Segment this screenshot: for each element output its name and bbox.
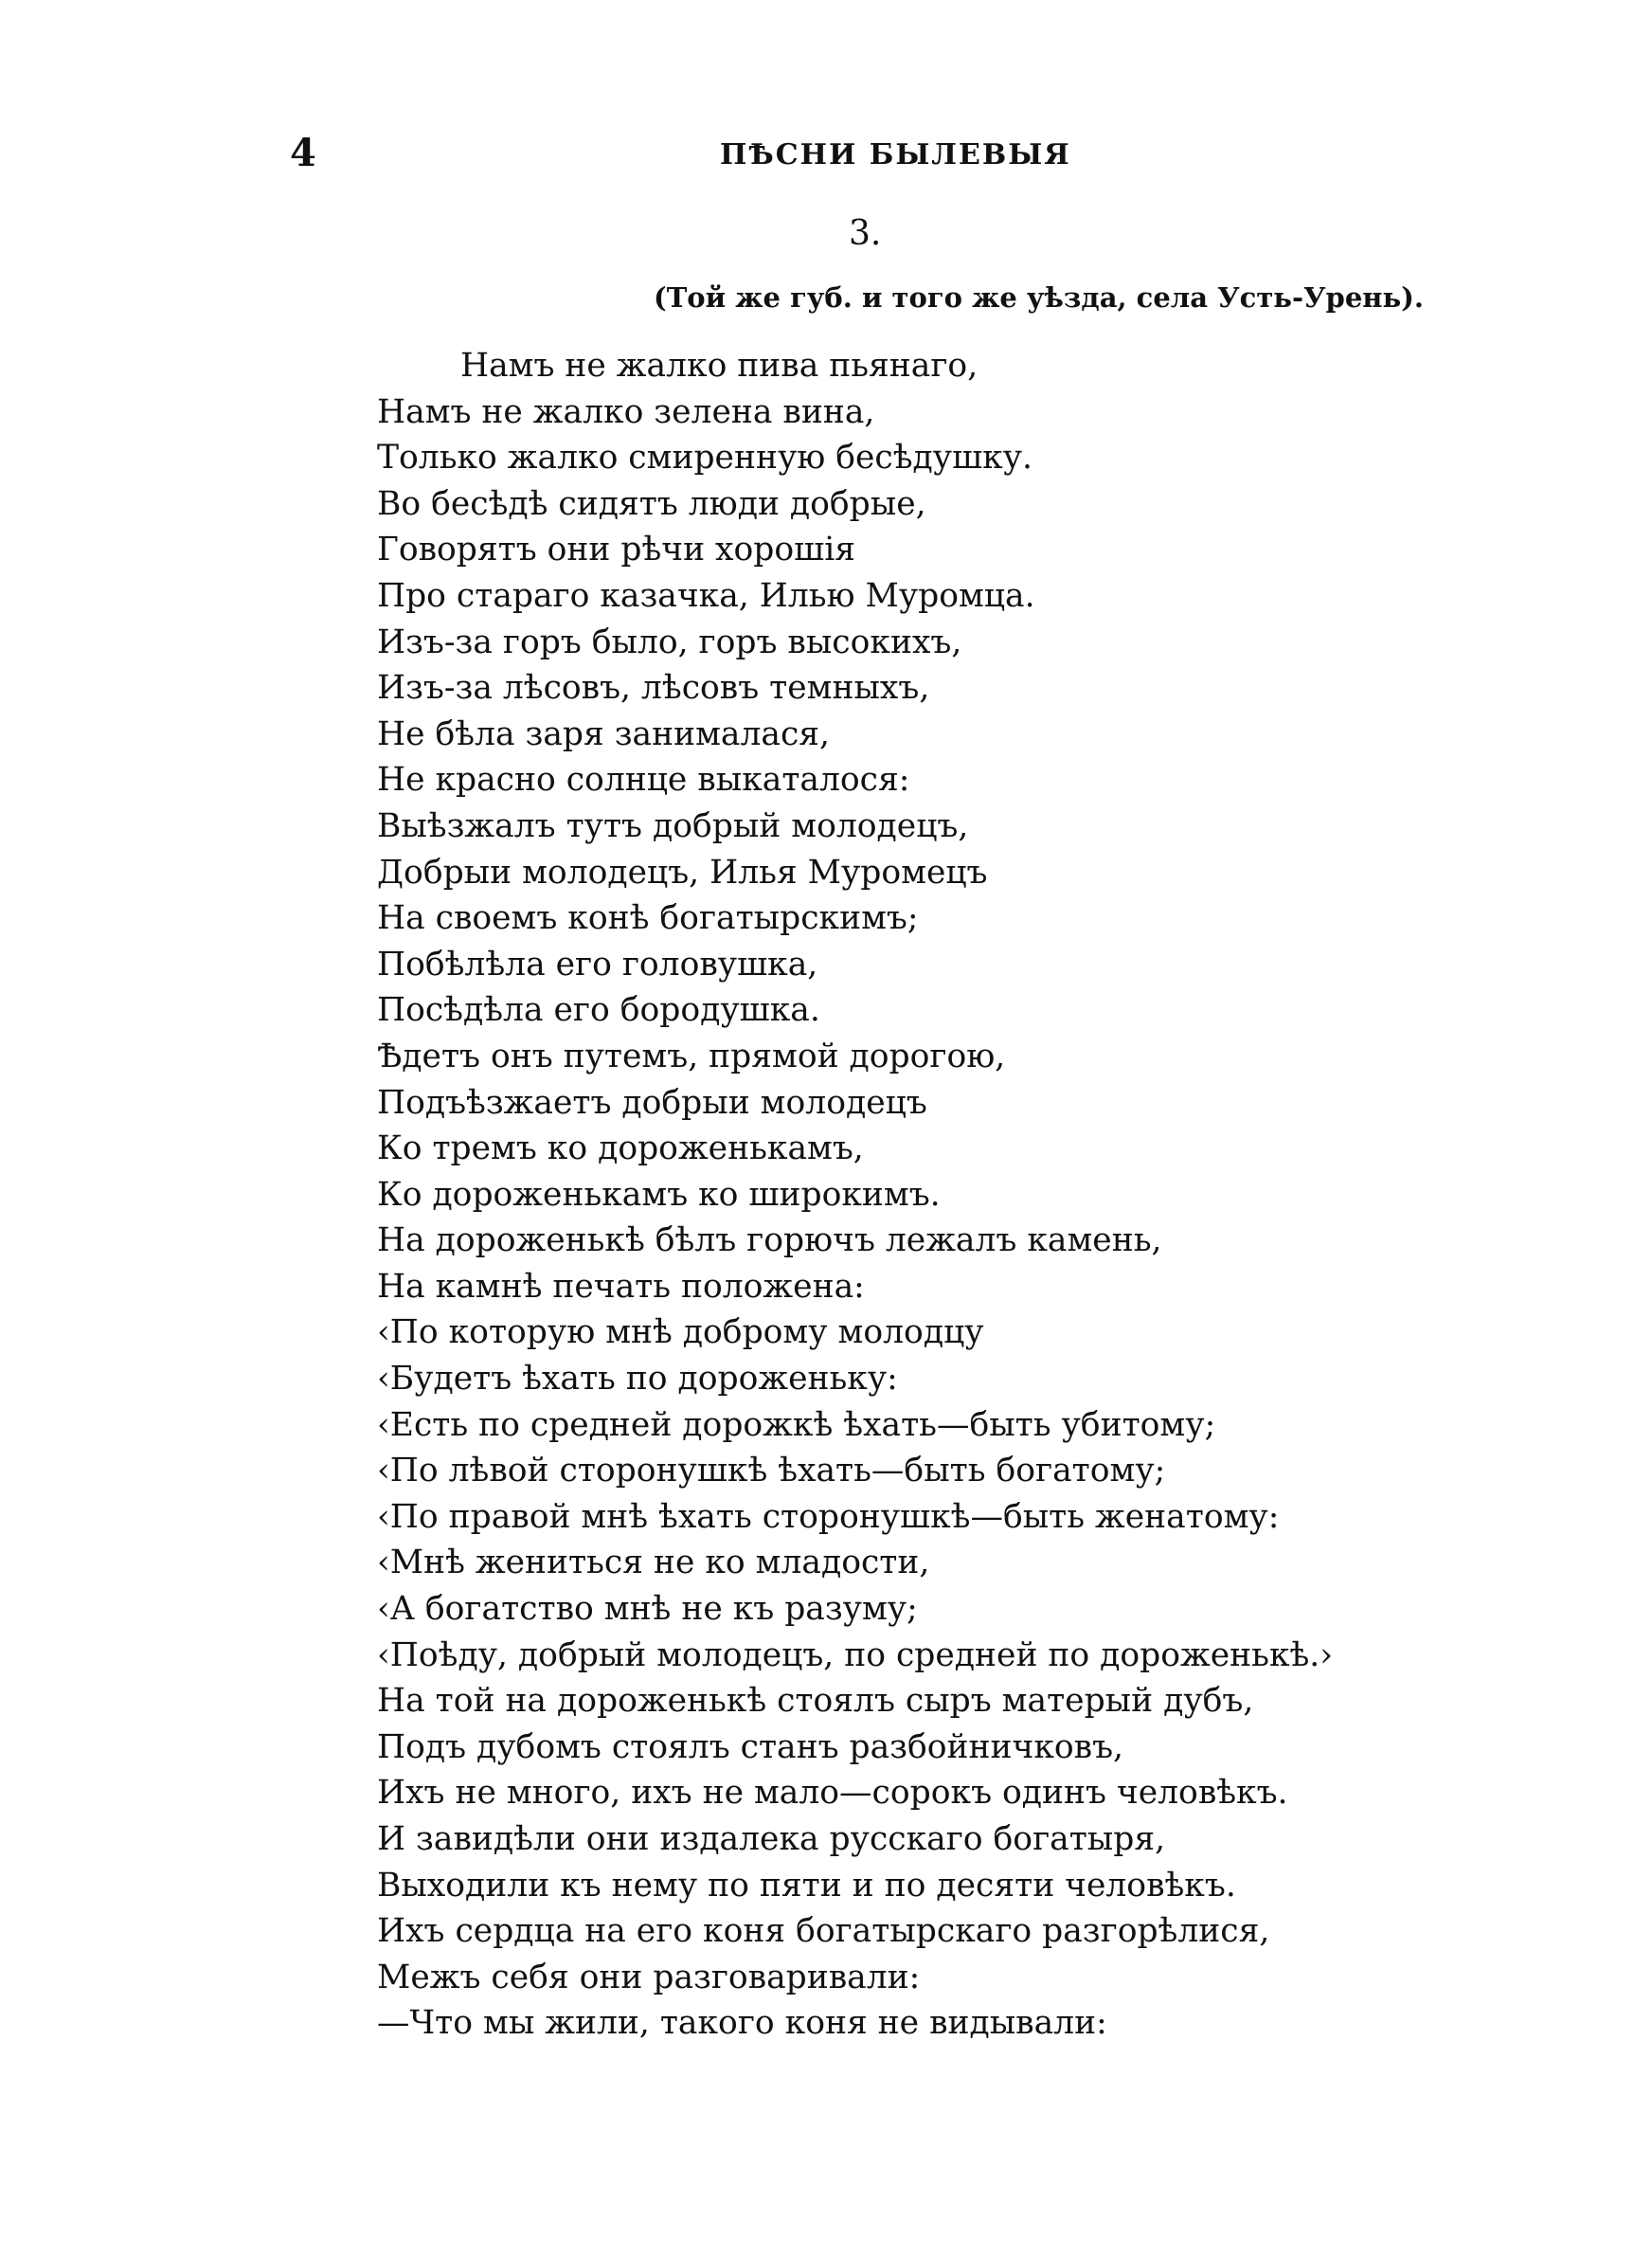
poem-text [377,343,1571,2047]
poem-line: Выходили къ нему по пяти и по десяти человѣкъ. [377,1866,1236,1905]
poem-line: Посѣдѣла его бородушка. [377,991,820,1030]
poem-line: ‹Будетъ ѣхать по дороженьку: [377,1360,898,1399]
poem-line: На дороженькѣ бѣлъ горючъ лежалъ камень, [377,1221,1162,1260]
poem-line: Побѣлѣла его головушка, [377,945,818,984]
poem-line: Выѣзжалъ тутъ добрый молодецъ, [377,806,969,845]
poem-line: Изъ-за горъ было, горъ высокихъ, [377,623,962,661]
poem-line: Подъ дубомъ стоялъ станъ разбойничковъ, [377,1727,1123,1766]
poem-line: Только жалко смиренную бесѣдушку. [377,439,1033,478]
poem-line: Говорятъ они рѣчи хорошія [377,531,856,569]
poem-line: Межъ себя они разговаривали: [377,1958,921,1996]
poem-line: На камнѣ печать положена: [377,1267,865,1306]
poem-line: Намъ не жалко зелена вина, [377,392,875,431]
poem-line: ‹Поѣду, добрый молодецъ, по средней по дороженькѣ.› [377,1635,1334,1674]
section-number: 3. [849,214,882,253]
poem-line: Ѣдетъ онъ путемъ, прямой дорогою, [377,1037,1006,1075]
poem-line: Ихъ сердца на его коня богатырскаго разгорѣлися, [377,1912,1270,1951]
poem-line: ‹По лѣвой сторонушкѣ ѣхать—быть богатому; [377,1452,1166,1490]
running-title: ПѢСНИ БЫЛЕВЫЯ [720,138,1071,172]
poem-line: Изъ-за лѣсовъ, лѣсовъ темныхъ, [377,669,930,708]
page-number: 4 [290,131,316,175]
poem-line: ‹Мнѣ жениться не ко младости, [377,1544,930,1582]
poem-line: На своемъ конѣ богатырскимъ; [377,899,919,938]
poem-line: На той на дороженькѣ стоялъ сыръ матерый дубъ, [377,1682,1254,1721]
poem-line: ‹По которую мнѣ доброму молодцу [377,1313,984,1352]
poem-line: —Что мы жили, такого коня не видывали: [377,2004,1107,2043]
poem-line: Не бѣла заря занималася, [377,714,831,753]
poem-line: ‹По правой мнѣ ѣхать сторонушкѣ—быть женатому: [377,1497,1280,1536]
poem-line: Ихъ не много, ихъ не мало—сорокъ одинъ человѣкъ. [377,1774,1288,1813]
poem-line: ‹А богатство мнѣ не къ разуму; [377,1590,918,1629]
poem-line: Подъѣзжаетъ добрыи молодецъ [377,1083,927,1122]
poem-line: ‹Есть по средней дорожкѣ ѣхать—быть убитому; [377,1405,1216,1444]
poem-line: Добрыи молодецъ, Илья Муромецъ [377,853,988,892]
poem-line: Не красно солнце выкаталося: [377,761,910,800]
poem-line: Во бесѣдѣ сидятъ люди добрые, [377,484,926,523]
poem-line: Ко дороженькамъ ко широкимъ. [377,1175,941,1214]
poem-line: И завидѣли они издалека русскаго богатыря, [377,1820,1166,1858]
poem-line: Ко тремъ ко дороженькамъ, [377,1129,864,1168]
poem-line: Намъ не жалко пива пьянаго, [460,347,979,385]
poem-line: Про стараго казачка, Илью Муромца. [377,576,1035,615]
source-note: (Той же губ. и того же уѣзда, села Усть-Урень). [654,281,1424,314]
